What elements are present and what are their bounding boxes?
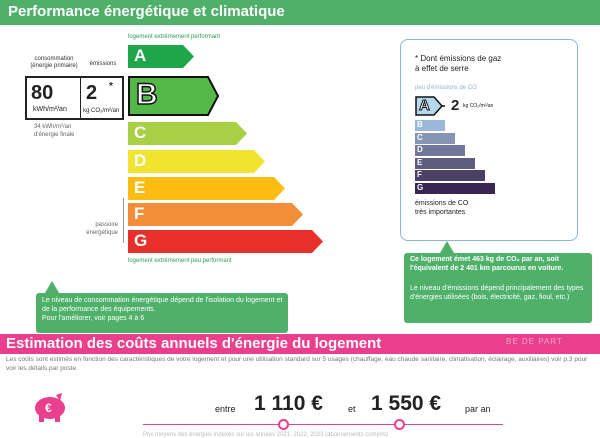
dpe-class-a bbox=[128, 45, 195, 68]
costs-decoration: BE DE PART bbox=[506, 337, 563, 346]
dpe-tooltip-text: Le niveau de consommation énergétique dépend de l'isolation du logement et de la performance des équipements. Pour l'améliorer, voir pages 4 à 6 bbox=[42, 297, 283, 322]
dpe-class-letter: B bbox=[136, 78, 158, 111]
ges-class-f bbox=[415, 170, 485, 181]
costs-title: Estimation des coûts annuels d'énergie du logement bbox=[6, 335, 382, 352]
dpe-class-c bbox=[128, 122, 248, 145]
dpe-class-e bbox=[128, 177, 286, 200]
dpe-bottom-label: logement extrêmement peu performant bbox=[128, 258, 232, 264]
range-dot-min bbox=[278, 419, 289, 430]
dpe-class-letter: E bbox=[134, 178, 146, 197]
ges-value: 2 bbox=[451, 97, 460, 114]
ges-class-e bbox=[415, 158, 475, 169]
ges-class-letter: C bbox=[417, 132, 423, 142]
ges-note: * Dont émissions de gaz à effet de serre bbox=[415, 54, 502, 74]
emissions-value: 2 bbox=[86, 82, 98, 104]
cost-min: 1 110 € bbox=[254, 392, 323, 415]
dpe-values-box bbox=[25, 76, 124, 120]
ges-class-d bbox=[415, 145, 465, 156]
ges-class-letter: B bbox=[417, 120, 423, 129]
ges-tooltip-arrow bbox=[440, 241, 454, 253]
ges-class-b bbox=[415, 120, 445, 131]
ges-tooltip-bold: Ce logement émet 463 kg de CO₂ par an, soit l'équivalent de 2 401 km parcourus en voiture. bbox=[410, 256, 564, 272]
range-et: et bbox=[348, 404, 356, 414]
dpe-class-letter: G bbox=[134, 231, 148, 250]
consumption-value: 80 bbox=[31, 82, 54, 104]
dpe-tooltip-arrow bbox=[45, 281, 59, 293]
ges-tooltip-text: Le niveau d'émissions dépend principalement des types d'énergies utilisées (bois, électricité, gaz, fioul, etc.) bbox=[410, 285, 584, 301]
dpe-class-b bbox=[128, 76, 220, 116]
svg-text:€: € bbox=[45, 401, 52, 415]
cost-max: 1 550 € bbox=[371, 392, 442, 415]
header-banner bbox=[0, 0, 600, 25]
passoire-label: passoire énergétique bbox=[86, 222, 118, 236]
ges-class-letter: D bbox=[417, 145, 423, 154]
ges-class-letter: F bbox=[417, 170, 422, 179]
dpe-class-letter: F bbox=[134, 204, 145, 223]
emissions-caption: émissions bbox=[89, 61, 117, 67]
emissions-unit: kg CO₂/m²/an bbox=[83, 108, 120, 114]
dpe-class-letter: A bbox=[134, 46, 147, 65]
page-title: Performance énergétique et climatique bbox=[8, 3, 285, 20]
range-dot-max bbox=[394, 419, 405, 430]
final-energy-label: 34 kWh/m²/an d'énergie finale bbox=[34, 124, 75, 138]
consumption-caption: consommation (énergie primaire) bbox=[30, 56, 78, 69]
dpe-class-letter: C bbox=[134, 123, 147, 142]
emissions-asterisk: * bbox=[109, 81, 113, 92]
dpe-tooltip bbox=[36, 293, 288, 333]
ges-class-a bbox=[415, 96, 443, 116]
costs-banner bbox=[0, 334, 600, 354]
costs-intro: Les coûts sont estimés en fonction des caractéristiques de votre logement et pour une utilisation standard sur 5 usages (chauffage, eau chaude sanitaire, climatisation, éclairage, auxiliaires) voir p.3 pour voir les détails par poste. bbox=[6, 356, 588, 372]
dpe-class-f bbox=[128, 203, 304, 226]
passoire-line bbox=[123, 198, 124, 243]
range-line bbox=[143, 424, 503, 425]
ges-class-g bbox=[415, 183, 495, 194]
piggy-bank-icon bbox=[30, 385, 70, 425]
ges-unit: kg CO₂/m²/an bbox=[463, 103, 494, 109]
ges-class-letter: G bbox=[417, 182, 424, 192]
range-entre: entre bbox=[215, 404, 236, 414]
consumption-unit: kWh/m²/an bbox=[33, 106, 67, 113]
costs-footer: Prix moyens des énergies indexés sur les années 2021, 2022, 2023 (abonnements compris) bbox=[143, 432, 389, 438]
dpe-top-label: logement extrêmement performant bbox=[128, 34, 221, 40]
ges-class-letter: E bbox=[417, 157, 423, 167]
values-divider bbox=[80, 78, 81, 118]
ges-bottom-label: émissions de CO très importantes bbox=[415, 200, 469, 216]
dpe-class-g bbox=[128, 230, 324, 253]
ges-top-label: peu d'émissions de CO bbox=[415, 85, 477, 91]
ges-class-letter: A bbox=[419, 97, 430, 114]
ges-class-c bbox=[415, 133, 455, 144]
dpe-class-letter: D bbox=[134, 151, 147, 170]
ges-panel bbox=[400, 39, 578, 241]
ges-tooltip bbox=[404, 253, 592, 323]
range-par-an: par an bbox=[465, 404, 491, 414]
dpe-class-d bbox=[128, 150, 266, 173]
